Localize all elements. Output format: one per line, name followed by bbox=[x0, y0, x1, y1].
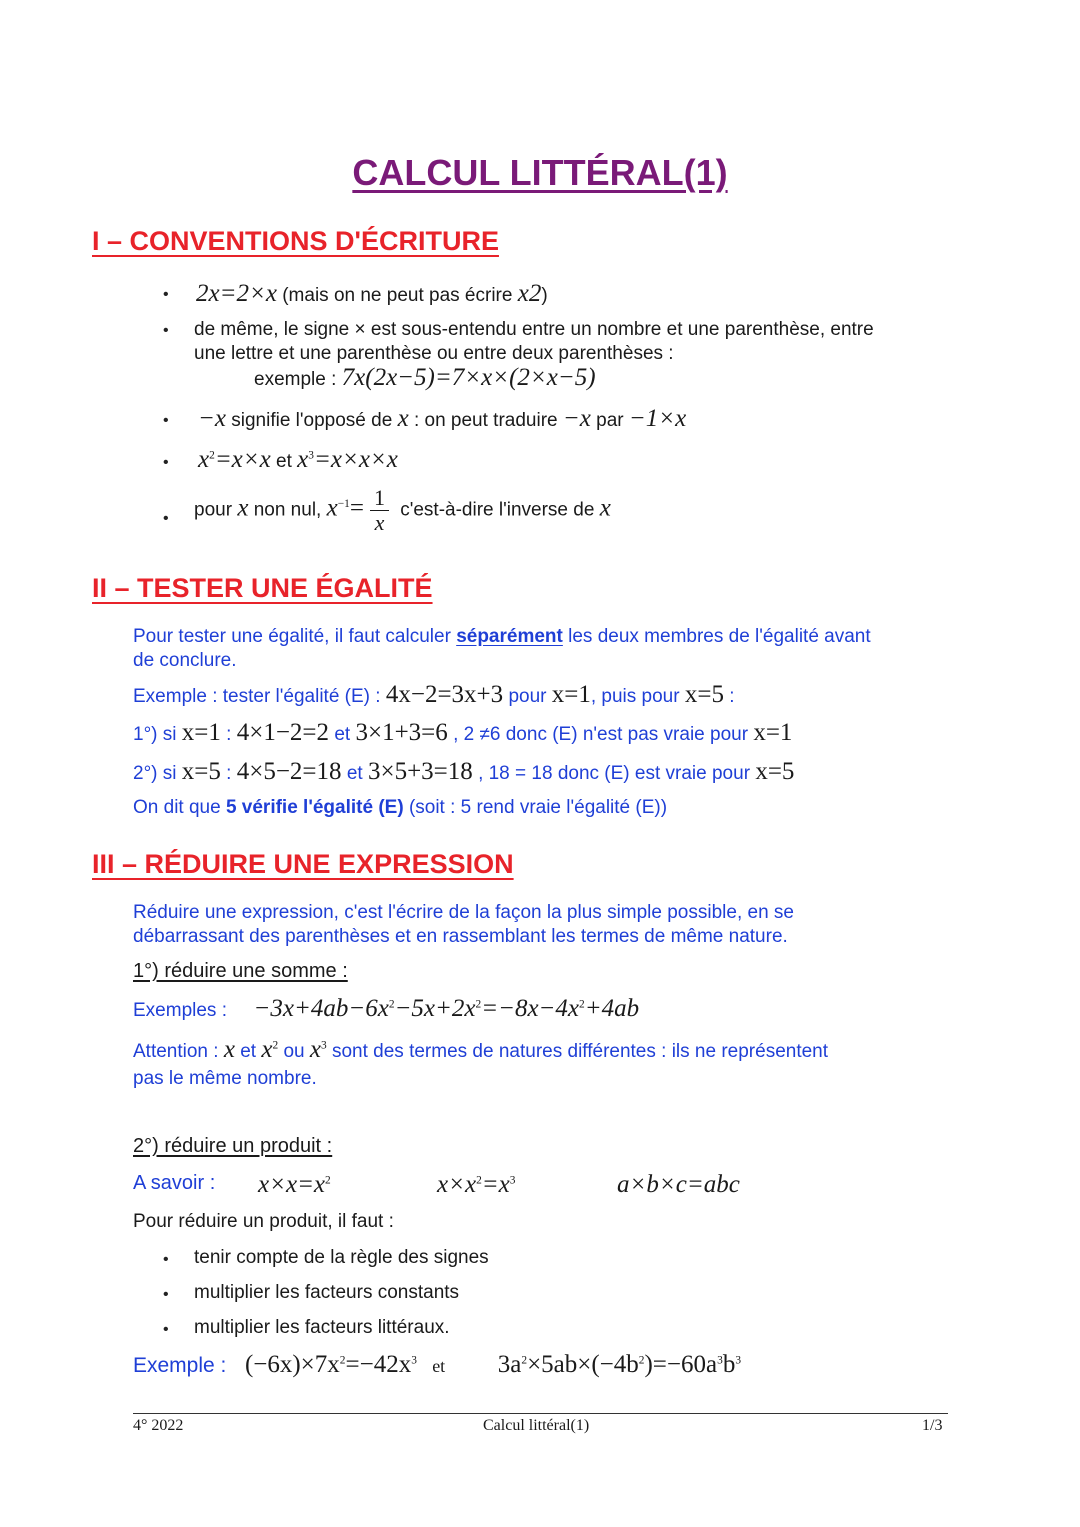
bullet-marker: • bbox=[163, 286, 169, 303]
section-2-intro-line-2: de conclure. bbox=[133, 650, 237, 671]
bullet-marker: • bbox=[163, 510, 169, 527]
bullet-marker: • bbox=[163, 1251, 169, 1268]
footer-page-number: 1/3 bbox=[922, 1417, 943, 1434]
footer-divider bbox=[133, 1413, 948, 1414]
savoir-formula-1: $x\times x=x^2$ bbox=[258, 1171, 331, 1198]
bullet-marker: • bbox=[163, 1321, 169, 1338]
page-title: CALCUL LITTÉRAL(1) bbox=[352, 152, 728, 193]
section-3-intro-line-2: débarrassant des parenthèses et en rassemblant les termes de même nature. bbox=[133, 926, 788, 947]
produit-item: multiplier les facteurs littéraux. bbox=[194, 1317, 450, 1338]
somme-example: Exemples : $-3x+4ab-6x^2-5x+2x^2=-8x-4x^2+4ab$ bbox=[133, 995, 640, 1022]
savoir-label: A savoir : bbox=[133, 1172, 216, 1194]
bullet-3: −x signifie l'opposé de x : on peut traduire −x par −1×x bbox=[198, 405, 687, 432]
bullet-2-line-1: de même, le signe × est sous-entendu entre un nombre et une parenthèse, entre bbox=[194, 319, 874, 340]
bullet-marker: • bbox=[163, 322, 169, 339]
section-3-intro-line-1: Réduire une expression, c'est l'écrire de la façon la plus simple possible, en se bbox=[133, 902, 794, 923]
bullet-marker: • bbox=[163, 412, 169, 429]
bullet-1: 2x=2×x (mais on ne peut pas écrire x2) bbox=[196, 280, 548, 307]
subheading-produit: 2°) réduire un produit : bbox=[133, 1135, 333, 1157]
attention-line-1: Attention : x et $x^2$ ou $x^3$ sont des termes de natures différentes : ils ne représentent bbox=[133, 1036, 829, 1063]
bullet-marker: • bbox=[163, 454, 169, 471]
section-2-case-2: 2°) si x=5 : 4×5−2=18 et 3×5+3=18 , 18 = 18 donc (E) est vraie pour x=5 bbox=[133, 758, 795, 785]
section-3-heading: III – RÉDUIRE UNE EXPRESSION bbox=[92, 849, 514, 879]
produit-intro: Pour réduire un produit, il faut : bbox=[133, 1211, 394, 1232]
bullet-marker: • bbox=[163, 1286, 169, 1303]
bullet-2-example: exemple : 7x(2x−5)=7×x×(2×x−5) bbox=[254, 364, 596, 391]
section-2-conclusion: On dit que 5 vérifie l'égalité (E) (soit : 5 rend vraie l'égalité (E)) bbox=[133, 797, 668, 818]
section-2-example: Exemple : tester l'égalité (E) : 4x−2=3x+3 pour x=1, puis pour x=5 : bbox=[133, 681, 735, 708]
savoir-formula-2: $x\times x^2=x^3$ bbox=[437, 1171, 516, 1198]
footer-center: Calcul littéral(1) bbox=[483, 1417, 590, 1434]
produit-example: Exemple : $(-6x)\times 7x^2=-42x^3$ et $3a^2\times 5ab\times(-4b^2)=-60a^3b^3$ bbox=[133, 1351, 742, 1378]
subheading-somme: 1°) réduire une somme : bbox=[133, 960, 348, 982]
produit-item: tenir compte de la règle des signes bbox=[194, 1247, 489, 1268]
footer-left: 4° 2022 bbox=[133, 1417, 184, 1434]
section-2-case-1: 1°) si x=1 : 4×1−2=2 et 3×1+3=6 , 2 ≠6 donc (E) n'est pas vraie pour x=1 bbox=[133, 719, 793, 746]
section-2-intro-line-1: Pour tester une égalité, il faut calculer séparément les deux membres de l'égalité avant bbox=[133, 626, 871, 647]
attention-line-2: pas le même nombre. bbox=[133, 1068, 317, 1089]
fraction-inverse: $\frac{1}{x}$ bbox=[370, 486, 389, 535]
bullet-2-line-2: une lettre et une parenthèse ou entre deux parenthèses : bbox=[194, 343, 674, 364]
section-2-heading: II – TESTER UNE ÉGALITÉ bbox=[92, 573, 433, 603]
bullet-5: pour x non nul, $x^{-1}=$ $\frac{1}{x}$ c'est-à-dire l'inverse de x bbox=[194, 485, 611, 535]
savoir-formula-3: a×b×c=abc bbox=[617, 1171, 740, 1198]
section-1-heading: I – CONVENTIONS D'ÉCRITURE bbox=[92, 226, 499, 256]
bullet-4: $x^2=x\times x$ et $x^3=x\times x\times x$ bbox=[198, 446, 398, 473]
produit-item: multiplier les facteurs constants bbox=[194, 1282, 460, 1303]
